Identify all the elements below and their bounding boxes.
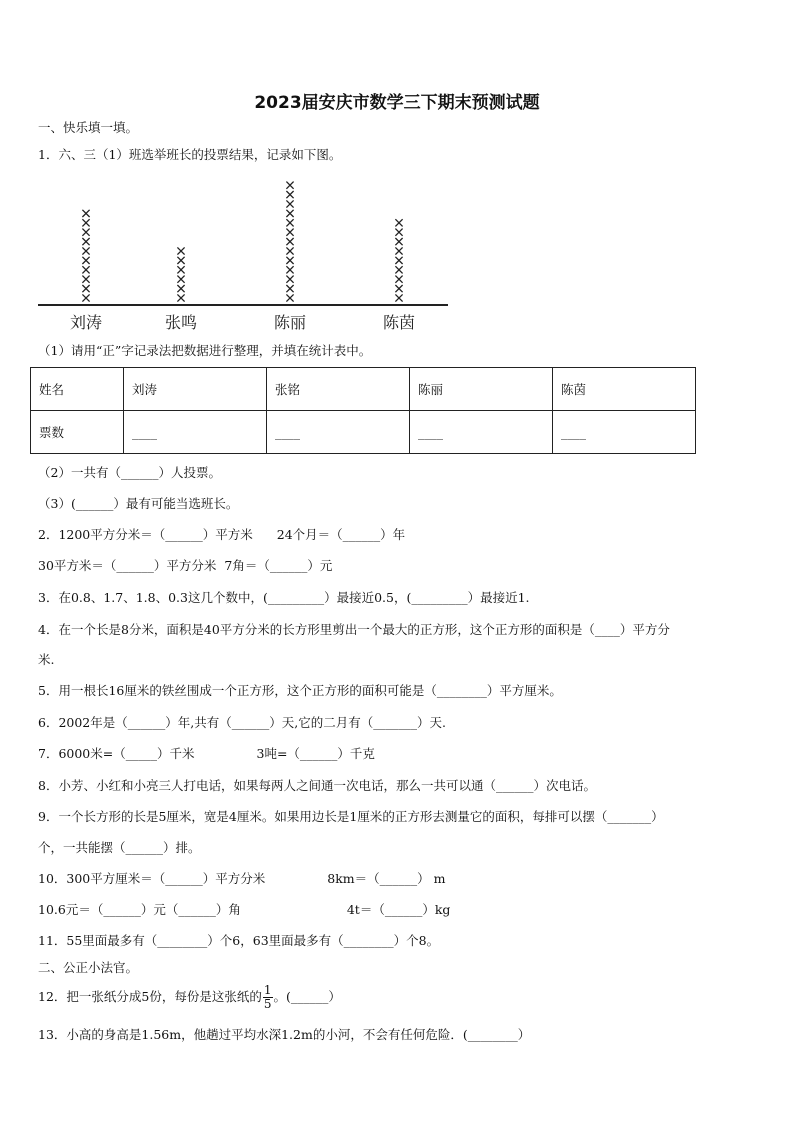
question-2d: 7角＝（______）元: [224, 558, 333, 573]
tally-mark: [82, 247, 89, 254]
tally-mark: [82, 276, 89, 283]
tally-mark: [82, 285, 89, 292]
tally-mark: [82, 219, 89, 226]
table-header-cell: 刘涛: [124, 368, 267, 411]
question-10-row-2: [38, 902, 450, 918]
tally-mark: [395, 276, 402, 283]
question-1-part-1: （1）请用“正”字记录法把数据进行整理，并填在统计表中。: [38, 343, 372, 358]
tally-mark: [286, 229, 293, 236]
question-7: [38, 746, 375, 762]
tally-label: 刘涛: [69, 313, 103, 332]
fraction: [263, 984, 273, 1011]
table-row-label: 票数: [31, 411, 124, 454]
table-header-cell: 陈茵: [553, 368, 696, 411]
tally-mark: [286, 219, 293, 226]
tally-mark: [82, 238, 89, 245]
question-10d: 4t＝（______）kg: [346, 902, 451, 917]
question-10a: 10．300平方厘米＝（______）平方分米: [38, 871, 266, 886]
question-1: 1．六、三（1）班选举班长的投票结果，记录如下图。: [38, 147, 342, 162]
answer-blank[interactable]: ____: [553, 411, 696, 454]
question-6: 6．2002年是（______）年,共有（______）天,它的二月有（_______）天.: [38, 715, 446, 730]
section-heading-1: 一、快乐填一填。: [38, 120, 139, 135]
tally-mark: [286, 257, 293, 264]
question-1-part-3: （3）(______）最有可能当选班长。: [38, 496, 239, 511]
tally-mark: [395, 257, 402, 264]
tally-mark: [395, 294, 402, 301]
question-12: [38, 984, 341, 1011]
tally-mark: [395, 229, 402, 236]
tally-mark: [177, 294, 184, 301]
question-10c: 10.6元＝（______）元（______）角: [38, 902, 241, 917]
tally-column-3: [286, 182, 293, 302]
question-10-row-1: [38, 871, 445, 887]
question-9-line-1: 9．一个长方形的长是5厘米，宽是4厘米。如果用边长是1厘米的正方形去测量它的面积，每排可以摆（_______）: [38, 809, 664, 824]
question-4-line-1: 4．在一个长是8分米，面积是40平方分米的长方形里剪出一个最大的正方形，这个正方形的面积是（____）平方分: [38, 622, 670, 637]
tally-mark: [82, 210, 89, 217]
tally-mark: [286, 285, 293, 292]
question-2a: 2．1200平方分米＝（______）平方米: [38, 527, 253, 542]
question-2-row-1: [38, 527, 405, 543]
tally-chart: [36, 170, 456, 336]
tally-mark: [395, 247, 402, 254]
tally-mark: [286, 266, 293, 273]
tally-mark: [177, 285, 184, 292]
tally-mark: [395, 238, 402, 245]
question-2b: 24个月＝（______）年: [276, 527, 406, 542]
tally-mark: [177, 257, 184, 264]
tally-mark: [395, 285, 402, 292]
table-header-cell: 张铭: [267, 368, 410, 411]
question-8: 8．小芳、小红和小亮三人打电话，如果每两人之间通一次电话，那么一共可以通（______）次电话。: [38, 778, 596, 793]
question-1-part-2: （2）一共有（______）人投票。: [38, 465, 221, 480]
tally-mark: [82, 266, 89, 273]
tally-mark: [286, 238, 293, 245]
tally-mark: [286, 276, 293, 283]
tally-label: 张鸣: [164, 313, 198, 332]
tally-mark: [286, 210, 293, 217]
question-9-line-2: 个，一共能摆（______）排。: [38, 840, 201, 855]
tally-mark: [177, 266, 184, 273]
question-4-line-2: 米.: [38, 652, 55, 667]
question-2c: 30平方米＝（______）平方分米: [38, 558, 217, 573]
tally-column-1: [82, 210, 89, 302]
answer-blank[interactable]: ____: [410, 411, 553, 454]
tally-mark: [82, 229, 89, 236]
question-12-tail: 。(______）: [273, 989, 341, 1004]
tally-label: 陈茵: [382, 313, 416, 332]
table-header-cell: 陈丽: [410, 368, 553, 411]
tally-mark: [82, 294, 89, 301]
question-2-row-2: [38, 558, 332, 574]
question-7b: 3吨=（______）千克: [256, 746, 375, 761]
table-row: [31, 368, 696, 411]
fraction-numerator: 1: [263, 983, 272, 997]
question-7a: 7．6000米=（_____）千米: [38, 746, 195, 761]
tally-mark: [395, 219, 402, 226]
tally-label: 陈丽: [273, 313, 307, 332]
question-13: 13．小高的身高是1.56m，他趟过平均水深1.2m的小河，不会有任何危险．(________）: [38, 1027, 531, 1042]
tally-mark: [286, 247, 293, 254]
question-10b: 8km＝（______） m: [327, 871, 446, 886]
question-11: 11．55里面最多有（________）个6，63里面最多有（________）个8。: [38, 933, 440, 948]
tally-column-4: [395, 219, 402, 301]
tally-mark: [286, 182, 293, 189]
tally-column-2: [177, 247, 184, 301]
tally-mark: [177, 276, 184, 283]
fraction-denominator: 5: [263, 997, 272, 1011]
page-title: 2023届安庆市数学三下期末预测试题: [254, 93, 540, 113]
question-3: 3．在0.8、1.7、1.8、0.3这几个数中，(_________）最接近0.5，(_________）最接近1.: [38, 590, 530, 605]
tally-mark: [286, 200, 293, 207]
answer-blank[interactable]: ____: [124, 411, 267, 454]
tally-mark: [177, 247, 184, 254]
question-5: 5．用一根长16厘米的铁丝围成一个正方形，这个正方形的面积可能是（________）平方厘米。: [38, 683, 562, 698]
answer-blank[interactable]: ____: [267, 411, 410, 454]
table-header-cell: 姓名: [31, 368, 124, 411]
tally-mark: [286, 294, 293, 301]
tally-mark: [286, 191, 293, 198]
section-heading-2: 二、公正小法官。: [38, 960, 139, 975]
question-12-text: 12．把一张纸分成5份，每份是这张纸的: [38, 989, 262, 1004]
table-row: [31, 411, 696, 454]
tally-mark: [82, 257, 89, 264]
tally-mark: [395, 266, 402, 273]
stats-table: [30, 367, 696, 454]
